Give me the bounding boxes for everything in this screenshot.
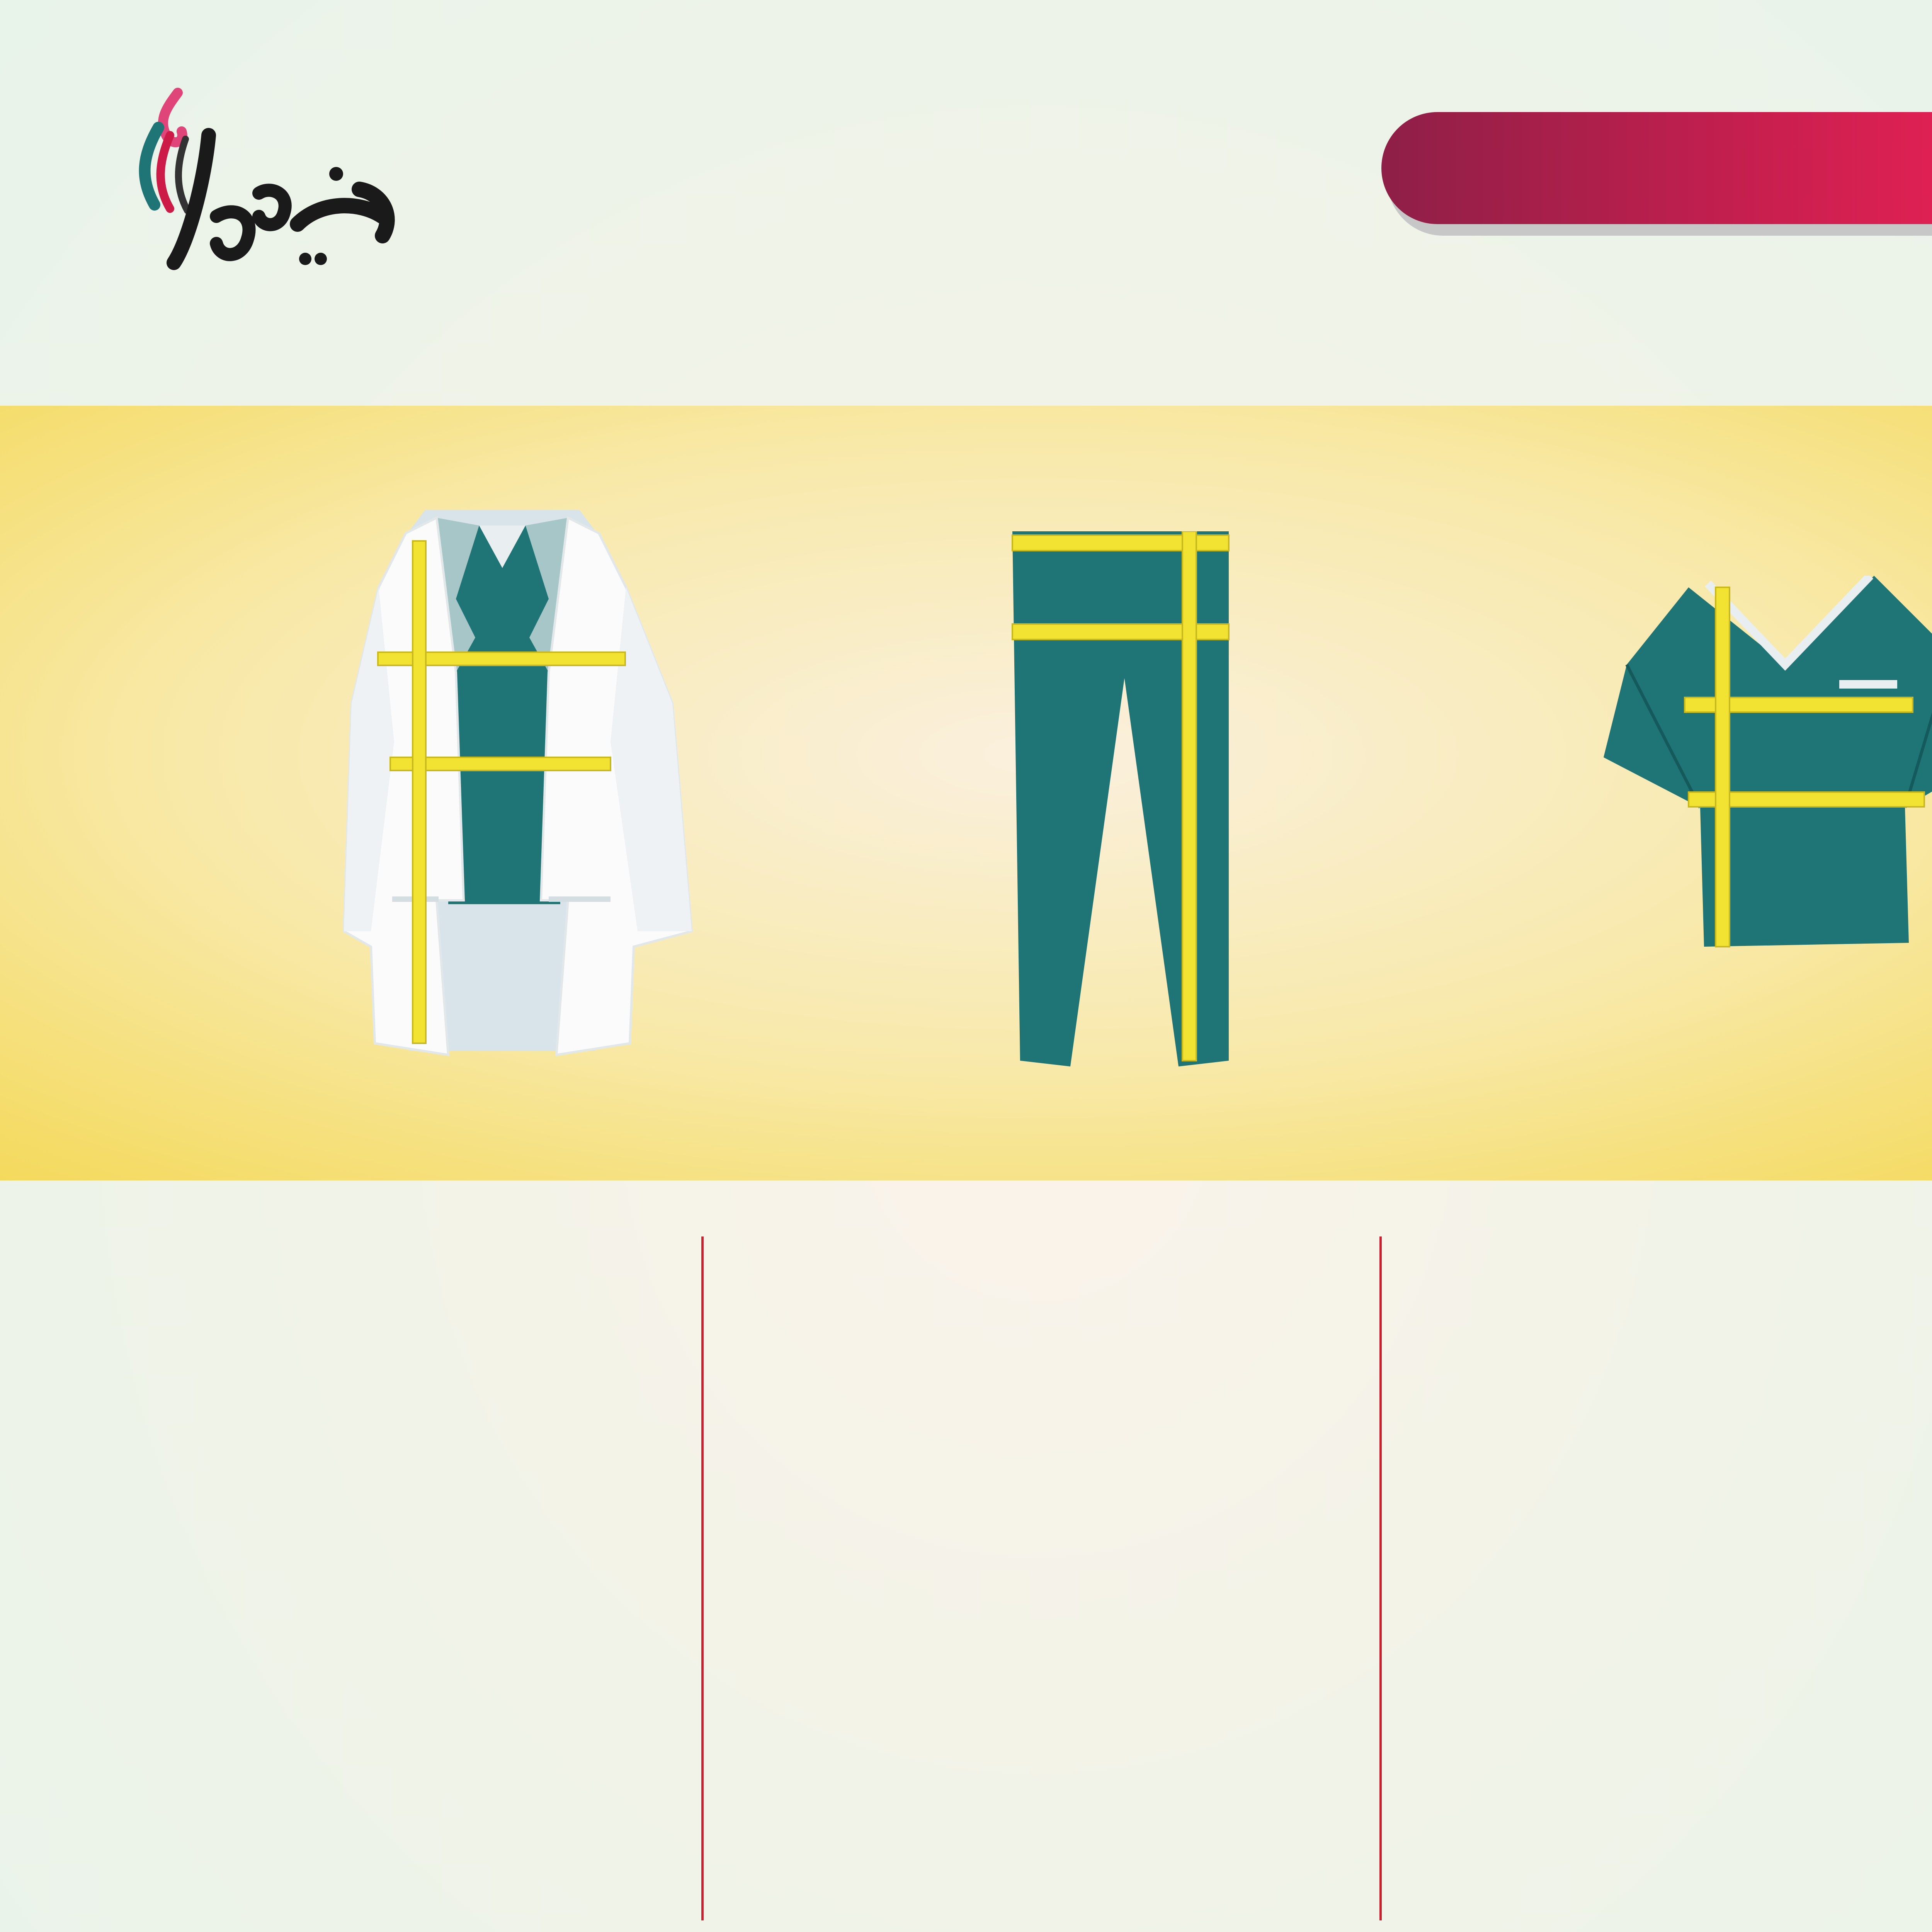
column-divider-left — [701, 1236, 704, 1920]
lab-coat-icon — [309, 510, 696, 1059]
pants-icon — [1009, 531, 1233, 1068]
title-ruler — [1441, 267, 1932, 344]
instructions-pants — [781, 1221, 1279, 1241]
scrub-top-icon — [1604, 576, 1932, 958]
title-banner — [1379, 112, 1932, 255]
logo — [89, 77, 406, 332]
instructions-scrub-top — [1468, 1221, 1932, 1241]
instructions-lab-coat — [112, 1221, 611, 1241]
column-divider-right — [1379, 1236, 1382, 1920]
